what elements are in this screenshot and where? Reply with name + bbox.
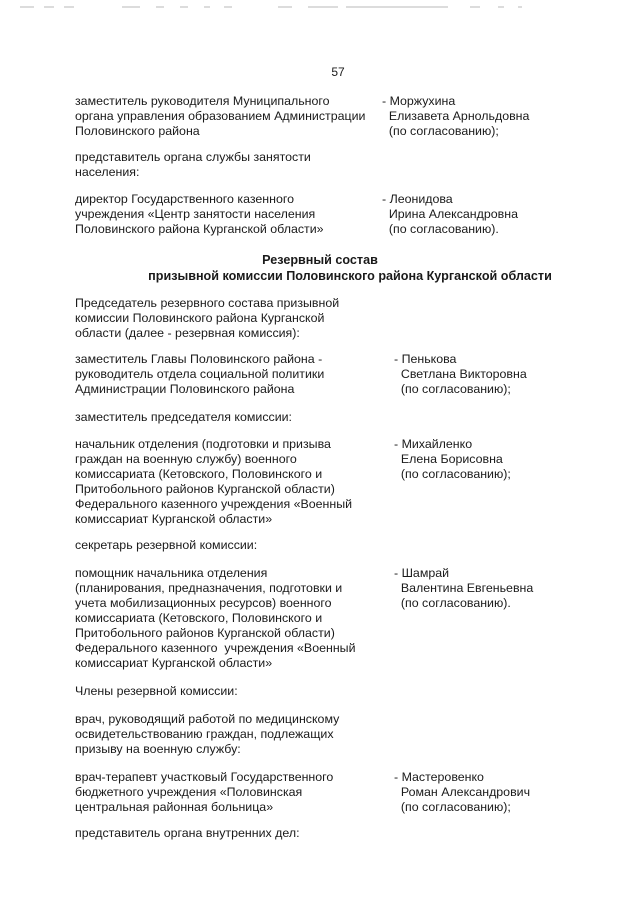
heading-reserve-title: Резервный состав <box>262 253 378 267</box>
entry-employment-director: директор Государственного казенного учреждения «Центр занятости населения Половинского района Курганской области» <box>75 192 324 236</box>
entry-medical-label: врач, руководящий работой по медицинскому освидетельствованию граждан, подлежащих призыву на военную службу: <box>75 712 340 756</box>
entry-assistant-head: помощник начальника отделения (планирования, предназначения, подготовки и учета мобилизационных ресурсов) военного комиссариата (Кетовского, Половинского и Притобольного районов Курганской области) Федерального казенного учреждения «Военный комиссариат Курганской области» <box>75 566 356 670</box>
heading-reserve-subtitle: призывной комиссии Половинского района Курганской области <box>148 269 552 283</box>
entry-deputy-education: заместитель руководителя Муниципального органа управления образованием Администрации Половинского района <box>75 94 366 138</box>
page-number: 57 <box>331 65 345 79</box>
person-leonidova: - Леонидова Ирина Александровна (по согласованию). <box>382 192 518 236</box>
entry-secretary-label: секретарь резервной комиссии: <box>75 538 258 552</box>
person-morzhukhina: - Моржухина Елизавета Арнольдовна (по согласованию); <box>382 94 530 138</box>
entry-therapist: врач-терапевт участковый Государственного бюджетного учреждения «Половинская центральная районная больница» <box>75 770 334 814</box>
person-masterovenko: - Мастеровенко Роман Александрович (по согласованию); <box>394 770 531 814</box>
entry-members-label: Члены резервной комиссии: <box>75 684 238 698</box>
entry-conscription-head: начальник отделения (подготовки и призыва граждан на военную службу) военного комиссариата (Кетовского, Половинского и Притобольного районов Курганской области) Федерального казенного учреждения «Военный комиссариат Курганской области» <box>75 437 353 526</box>
scan-edge-artifact <box>0 0 640 14</box>
entry-internal-affairs-label: представитель органа внутренних дел: <box>75 826 300 840</box>
entry-employment-rep: представитель органа службы занятости населения: <box>75 150 311 179</box>
entry-deputy-chair-label: заместитель председателя комиссии: <box>75 410 292 424</box>
person-mikhaylenko: - Михайленко Елена Борисовна (по согласованию); <box>394 437 511 481</box>
person-penkova: - Пенькова Светлана Викторовна (по согласованию); <box>394 352 527 396</box>
entry-deputy-head: заместитель Главы Половинского района - руководитель отдела социальной политики Администрации Половинского района <box>75 352 325 396</box>
person-shamray: - Шамрай Валентина Евгеньевна (по согласованию). <box>394 566 534 610</box>
entry-reserve-chair-label: Председатель резервного состава призывной комиссии Половинского района Курганской области (далее - резервная комиссия): <box>75 296 340 340</box>
